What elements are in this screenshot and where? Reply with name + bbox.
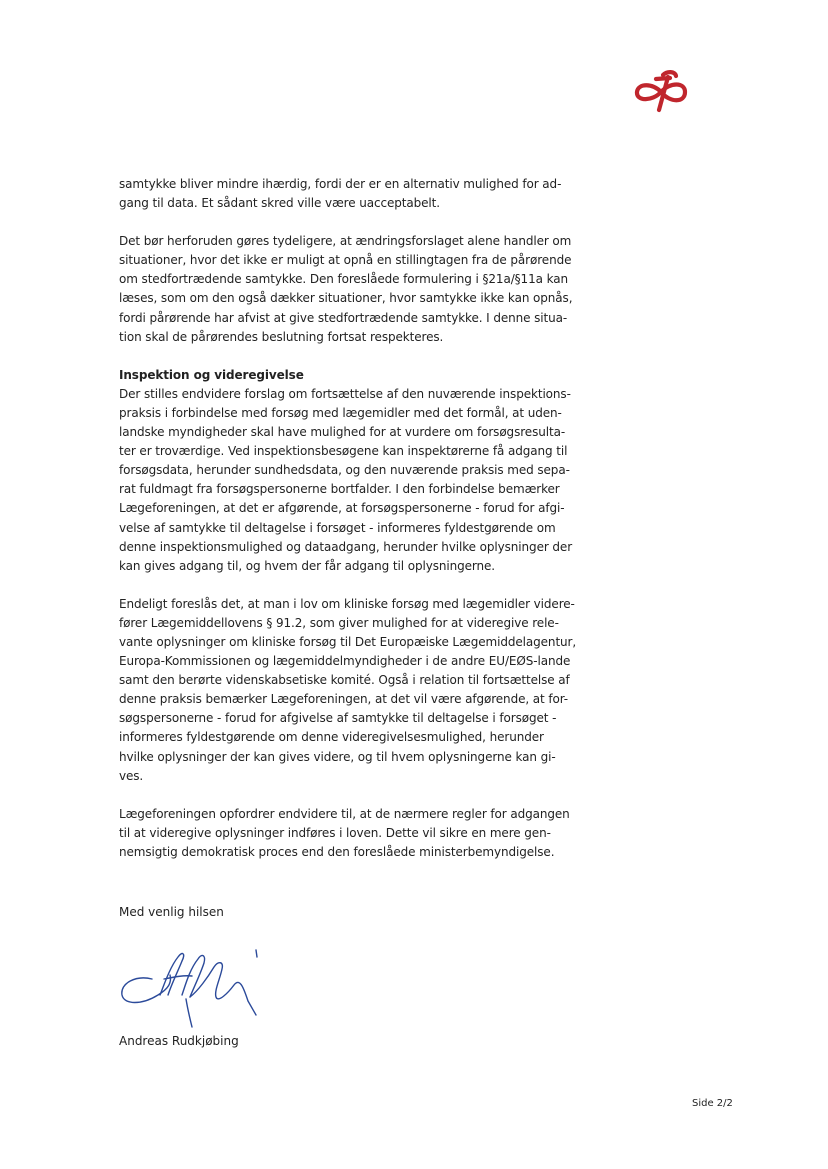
section-heading: Inspektion og videregivelse: [119, 367, 304, 382]
paragraph-2: Det bør herforuden gøres tydeligere, at ændringsforslaget alene handler om situationer, hvor det ikke er muligt at opnå en stillingtagen fra de pårørende om stedfortrædende samtykke. Den foreslåede formulering i §21a/§11a kan læses, som om den også dækker situationer, hvor samtykke ikke kan opnås, fordi pårørende har afvist at give stedfortrædende samtykke. I denne situa- tion skal de pårørendes beslutning fortsat respekteres.: [119, 234, 573, 344]
staff-serpent-logo-icon: [632, 66, 690, 114]
section-paragraph-3: Lægeforeningen opfordrer endvidere til, at de nærmere regler for adgangen til at videregive oplysninger indføres i loven. Dette vil sikre en mere gen- nemsigtig demokratisk proces end den foreslåede ministerbemyndigelse.: [119, 806, 570, 859]
paragraph-1: samtykke bliver mindre ihærdig, fordi der er en alternativ mulighed for ad- gang til data. Et sådant skred ville være uacceptabelt.: [119, 177, 562, 211]
handwritten-signature: [116, 945, 266, 1030]
section-paragraph-1: Der stilles endvidere forslag om fortsættelse af den nuværende inspektions- praksis i forbindelse med forsøg med lægemidler med det formål, at uden- landske myndigheder skal have mulighed for at vurdere om forsøgsresulta- ter er troværdige. Ved inspektionsbesøgene kan inspektørerne få adgang til forsøgsdata, herunder sundhedsdata, og den nuværende praksis med sepa- rat fuldmagt fra forsøgspersonerne bortfalder. I den forbindelse bemærker Lægeforeningen, at det er afgørende, at forsøgspersonerne - forud for afgi- velse af samtykke til deltagelse i forsøget - informeres fyldestgørende om denne inspektionsmulighed og dataadgang, herunder hvilke oplysninger der kan gives adgang til, og hvem der får adgang til oplysningerne.: [119, 386, 573, 573]
section-paragraph-2: Endeligt foreslås det, at man i lov om kliniske forsøg med lægemidler videre- fører Lægemiddellovens § 91.2, som giver mulighed for at videregive rele- vante oplysninger om kliniske forsøg til Det Europæiske Lægemiddelagentur, Europa-Kommissionen og lægemiddelmyndigheder i de andre EU/EØS-lande samt den berørte videnskabsetiske komité. Også i relation til fortsættelse af denne praksis bemærker Lægeforeningen, at det vil være afgørende, at for- søgspersonerne - forud for afgivelse af samtykke til deltagelse i forsøget - informeres fyldestgørende om denne videregivelsesmulighed, herunder hvilke oplysninger der kan gives videre, og til hvem oplysningerne kan gi- ves.: [119, 596, 577, 783]
signer-name: Andreas Rudkjøbing: [119, 1034, 239, 1048]
page-number: Side 2/2: [692, 1098, 733, 1109]
letter-body: [119, 175, 589, 881]
closing-salutation: Med venlig hilsen: [119, 905, 224, 919]
